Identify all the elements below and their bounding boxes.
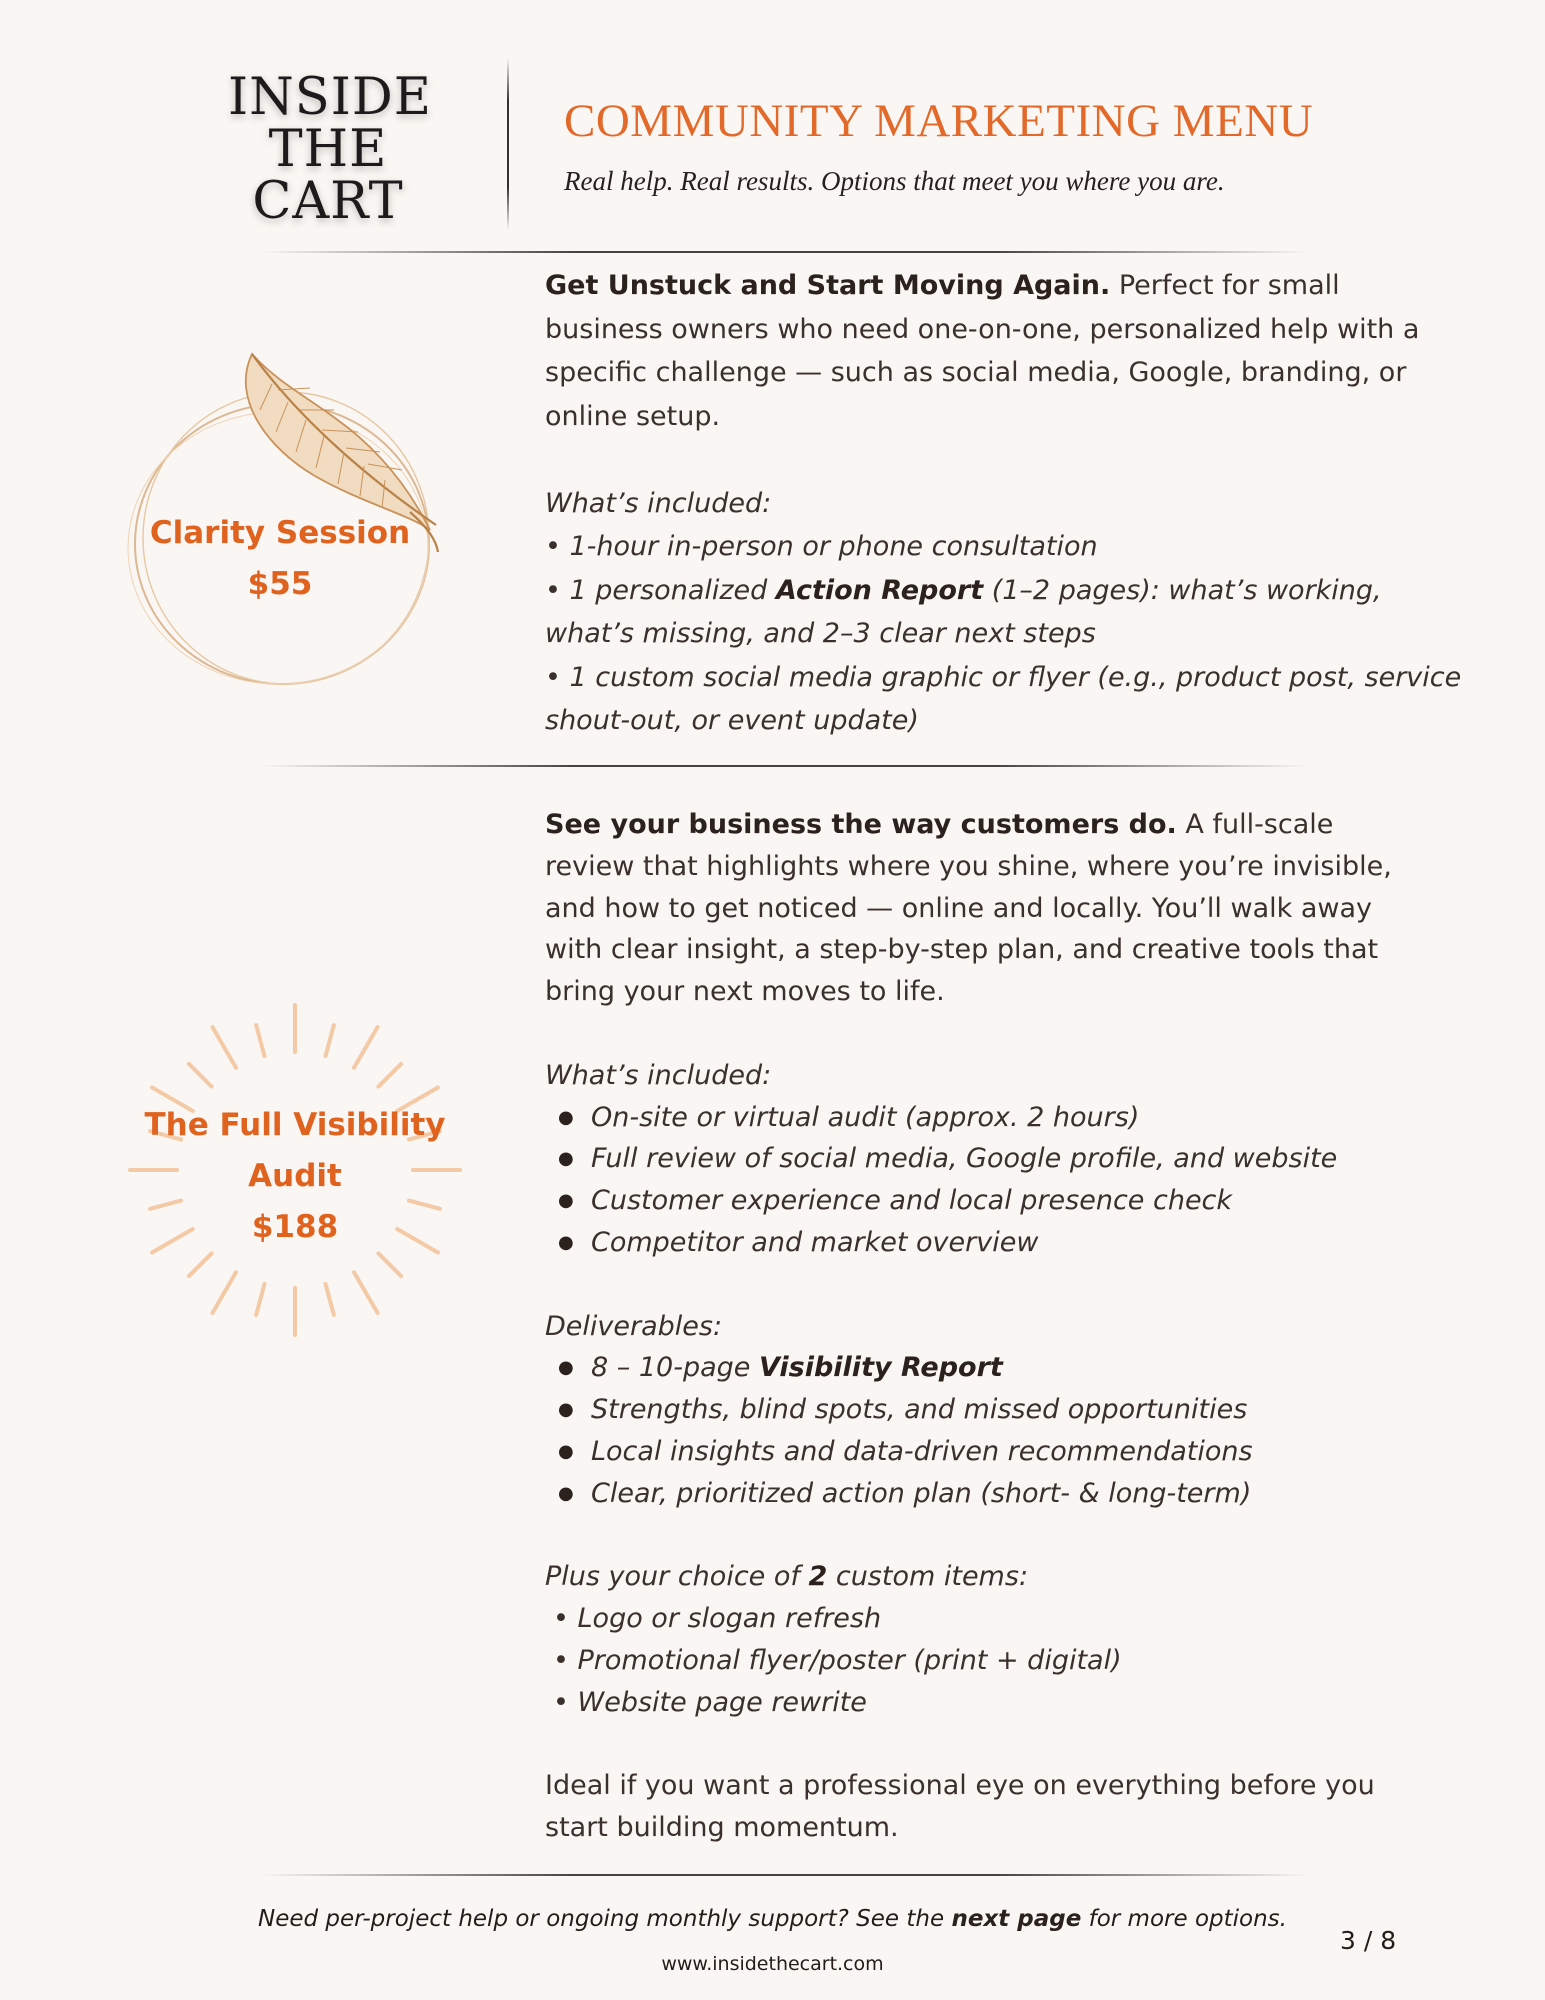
list-item: ● Local insights and data-driven recommendations bbox=[545, 1431, 1405, 1473]
list-item: • 1 custom social media graphic or flyer (e.g., product post, service shout-out, or event update) bbox=[545, 661, 1462, 736]
sunburst-ray bbox=[256, 1284, 264, 1315]
sunburst-ray bbox=[189, 1253, 212, 1276]
next-page-link[interactable]: next page bbox=[951, 1906, 1082, 1932]
list-item: • 1 personalized Action Report (1–2 pages): what’s working, what’s missing, and 2–3 clear next steps bbox=[545, 574, 1382, 649]
list-item: • Promotional flyer/poster (print + digital) bbox=[553, 1644, 1122, 1676]
tagline: Real help. Real results. Options that meet you where you are. bbox=[564, 166, 1225, 196]
logo-line: THE bbox=[268, 120, 388, 179]
divider bbox=[260, 765, 1310, 767]
clarity-label bbox=[120, 508, 440, 610]
sunburst-ray bbox=[213, 1272, 237, 1313]
clarity-description bbox=[545, 264, 1465, 743]
audit-label bbox=[135, 1100, 455, 1253]
audit-closing: Ideal if you want a professional eye on everything before you start building momentum. bbox=[545, 1770, 1375, 1844]
page-number: 3 / 8 bbox=[1340, 1926, 1397, 1955]
list-item: ● On-site or virtual audit (approx. 2 hours) bbox=[545, 1097, 1405, 1139]
page-title: COMMUNITY MARKETING MENU bbox=[564, 95, 1314, 147]
sunburst-ray bbox=[354, 1272, 378, 1313]
sunburst-ray bbox=[189, 1064, 212, 1087]
deliverables-heading: Deliverables: bbox=[545, 1310, 723, 1342]
list-item: ● Full review of social media, Google profile, and website bbox=[545, 1138, 1405, 1180]
clarity-intro: Get Unstuck and Start Moving Again. Perfect for small business owners who need one-on-one, personalized help with a specific challenge — such as social media, Google, branding, or online setup. bbox=[545, 270, 1420, 432]
sunburst-ray bbox=[213, 1027, 237, 1068]
sunburst-ray bbox=[378, 1253, 401, 1276]
choice-heading: Plus your choice of 2 custom items: bbox=[545, 1561, 1029, 1593]
sunburst-ray bbox=[378, 1064, 401, 1087]
list-item: • Website page rewrite bbox=[553, 1686, 867, 1718]
list-item: ● Strengths, blind spots, and missed opportunities bbox=[545, 1389, 1405, 1431]
list-item: ● Competitor and market overview bbox=[545, 1222, 1405, 1264]
footer-note: Need per-project help or ongoing monthly support? See the next page for more options. bbox=[258, 1906, 1287, 1932]
service-price: $188 bbox=[251, 1209, 339, 1245]
audit-description bbox=[545, 804, 1405, 1849]
service-name: Clarity Session bbox=[149, 515, 411, 551]
deliverables-list bbox=[545, 1347, 1405, 1514]
list-item: ● 8 – 10-page Visibility Report bbox=[545, 1347, 1405, 1389]
sunburst-ray bbox=[326, 1025, 334, 1056]
included-heading: What’s included: bbox=[545, 487, 772, 519]
logo-line: CART bbox=[252, 172, 404, 231]
website-url[interactable]: www.insidethecart.com bbox=[661, 1953, 884, 1975]
sunburst-ray bbox=[256, 1025, 264, 1056]
audit-intro: See your business the way customers do. A full-scale review that highlights where you shine, where you’re invisible, and how to get noticed — online and locally. You’ll walk away with clear insight, a step-by-step plan, and creative tools that bring your next moves to life. bbox=[545, 809, 1392, 1008]
logo bbox=[228, 68, 432, 231]
divider bbox=[260, 251, 1310, 253]
list-item: ● Customer experience and local presence check bbox=[545, 1180, 1405, 1222]
divider bbox=[260, 1874, 1310, 1876]
header-divider bbox=[507, 58, 509, 230]
list-item: ● Clear, prioritized action plan (short- & long-term) bbox=[545, 1473, 1405, 1515]
sunburst-ray bbox=[354, 1027, 378, 1068]
service-name: The Full Visibility bbox=[144, 1107, 446, 1143]
service-name: Audit bbox=[248, 1158, 342, 1194]
included-heading: What’s included: bbox=[545, 1059, 772, 1091]
list-item: • Logo or slogan refresh bbox=[553, 1603, 882, 1635]
included-list bbox=[545, 1097, 1405, 1264]
list-item: • 1-hour in-person or phone consultation bbox=[545, 531, 1098, 562]
logo-line: INSIDE bbox=[228, 68, 432, 127]
service-price: $55 bbox=[247, 566, 313, 602]
sunburst-ray bbox=[326, 1284, 334, 1315]
